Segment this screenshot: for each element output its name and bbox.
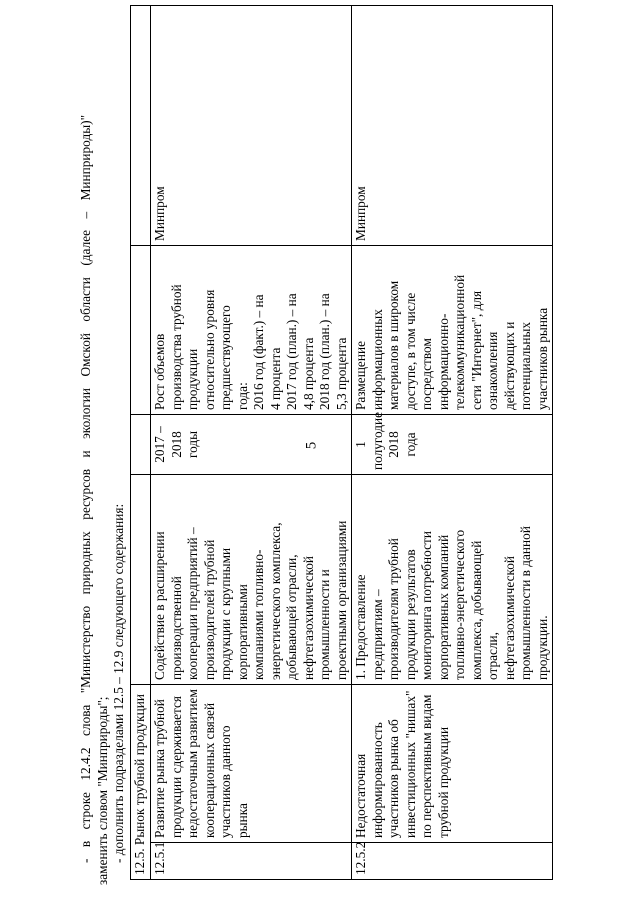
executor-cell: Минпром xyxy=(151,5,352,245)
row-number: 12.5.1 xyxy=(151,843,352,880)
term-cell: 1 полугодие 2018 года xyxy=(352,414,553,474)
intro-line-3: - дополнить подразделами 12.5 – 12.9 следующего содержания: xyxy=(111,503,126,863)
result-cell: Размещение информационных материалов в широком доступе, в том числе посредством информационно- телекоммуникационной сети "Интернет", для ознакомления действующих и потенциальных участников рынка xyxy=(352,245,553,414)
measure-cell: 1. Предоставление предприятиям – производителям трубной продукции результатов мониторинга потребности корпоративных компаний топливно-энергетического комплекса, добывающей отрасли, нефтегазохимической промышленности в данной продукции. xyxy=(352,474,553,684)
section-row xyxy=(131,5,151,879)
table-row xyxy=(352,5,553,879)
result-cell: Рост объемов производства трубной продукции относительно уровня предшествующего года: 2016 год (факт.) – на 4 процента 2017 год (план.) – на 4,8 процента 2018 год (план.) – на 5,3 процента xyxy=(151,245,352,414)
measures-table xyxy=(130,5,553,880)
section-number: 12.5. xyxy=(132,848,147,875)
section-empty-cell xyxy=(131,5,151,245)
executor-cell: Минпром xyxy=(352,5,553,245)
page-number: 5 xyxy=(303,441,320,450)
section-title: Рынок трубной продукции xyxy=(132,694,147,846)
section-empty-cell xyxy=(131,414,151,474)
intro-line-2: заменить словом "Минприроды"; xyxy=(94,696,110,885)
row-number: 12.5.2 xyxy=(352,843,553,880)
measure-cell: Содействие в расширении производственной кооперации предприятий – производителей трубной продукции с крупными корпоративными компаниями топливно- энергетического комплекса, добывающей отрасли, нефтегазохимической промышленности и проектными организациями xyxy=(151,474,352,684)
table-row xyxy=(151,5,352,879)
intro-text xyxy=(78,115,128,885)
section-empty-cell xyxy=(131,474,151,684)
section-title-cell xyxy=(131,684,151,879)
problem-cell: Недостаточная информированность участников рынка об инвестиционных "нишах" по перспективным видам трубной продукции xyxy=(352,684,553,842)
term-cell: 2017 – 2018 годы xyxy=(151,414,352,474)
section-empty-cell xyxy=(131,245,151,414)
intro-line-1: - в строке 12.4.2 слова "Министерство природных ресурсов и экологии Омской области (далее – Минприроды)" xyxy=(78,115,93,863)
problem-cell: Развитие рынка трубной продукции сдерживается недостаточным развитием кооперационных связей участников данного рынка xyxy=(151,684,352,842)
